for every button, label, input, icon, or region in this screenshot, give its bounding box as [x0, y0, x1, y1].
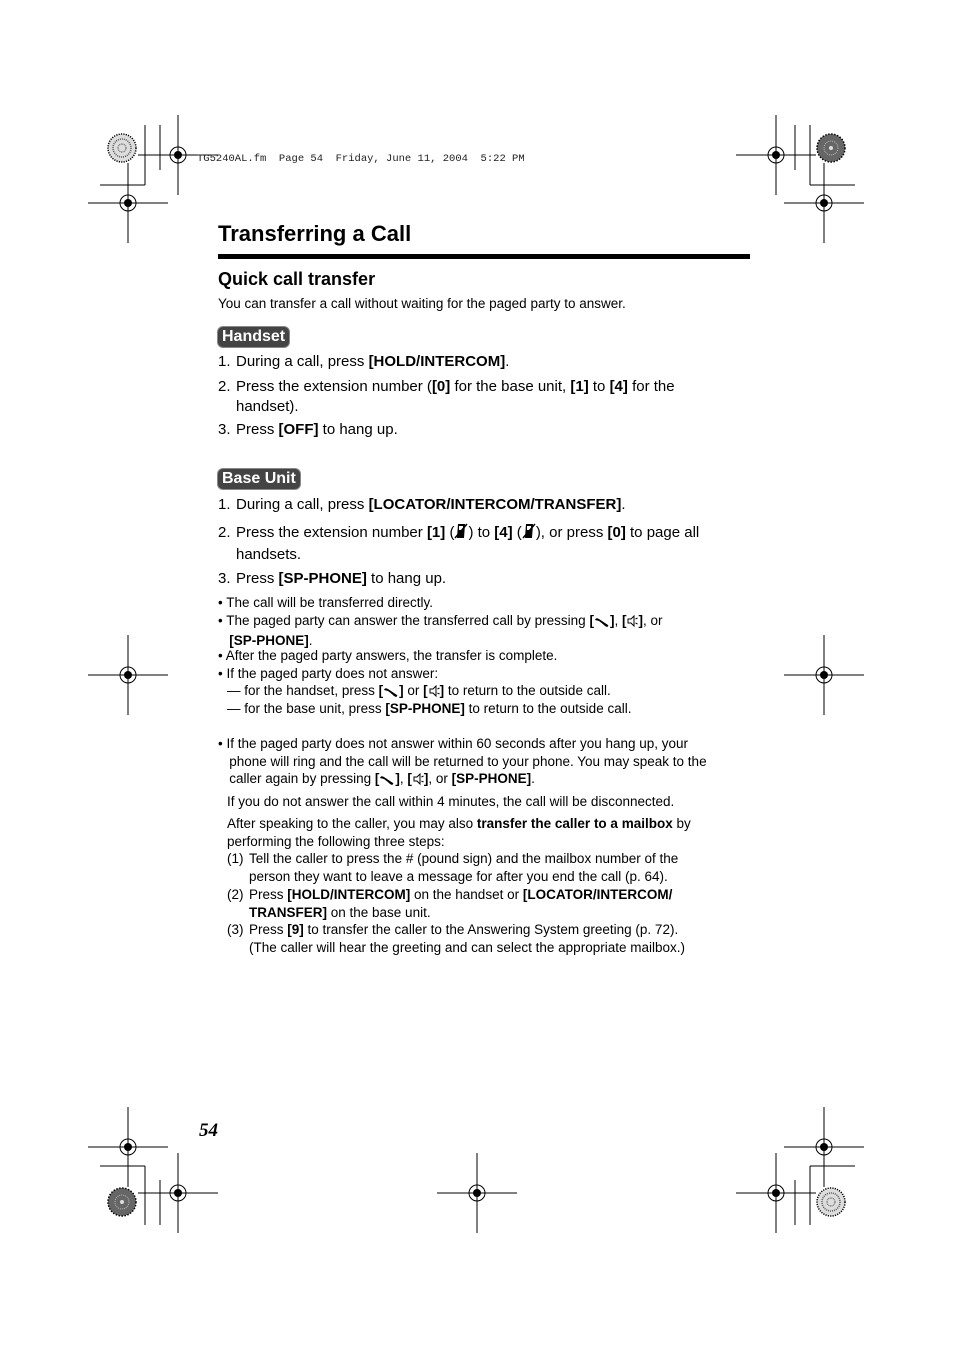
- base-step-2: 2. Press the extension number [1] ( ) to [4] ( ), or press [0] to page all handsets.: [218, 524, 700, 563]
- handset-step-1: 1. During a call, press [HOLD/INTERCOM].: [218, 353, 510, 370]
- section-title: Quick call transfer: [218, 269, 376, 289]
- handset-phone-icon: [522, 523, 536, 545]
- note-item: • The call will be transferred directly.: [218, 595, 434, 610]
- base-unit-tag: Base Unit: [218, 469, 300, 489]
- note-item: • After the paged party answers, the transfer is complete.: [218, 648, 558, 663]
- handset-step-2: 2. Press the extension number ([0] for the base unit, [1] to [4] for the handset).: [218, 378, 675, 415]
- handset-phone-icon: [454, 523, 468, 545]
- speakerphone-icon: [428, 684, 440, 702]
- note-item: • If the paged party does not answer:: [218, 666, 439, 681]
- title-rule: [218, 254, 750, 259]
- paragraph: If you do not answer the call within 4 minutes, the call will be disconnected.: [227, 794, 675, 809]
- talk-icon: [383, 684, 399, 702]
- handset-step-3: 3. Press [OFF] to hang up.: [218, 421, 398, 438]
- speakerphone-icon: [412, 772, 424, 790]
- note-subitem: — for the base unit, press [SP-PHONE] to return to the outside call.: [227, 701, 632, 716]
- paragraph: After speaking to the caller, you may also transfer the caller to a mailbox by performing the following three steps:: [227, 816, 691, 849]
- handset-tag: Handset: [218, 327, 289, 347]
- talk-icon: [594, 614, 610, 632]
- intro-text: You can transfer a call without waiting for the paged party to answer.: [218, 296, 626, 311]
- talk-icon: [379, 772, 395, 790]
- mailbox-step-1: (1) Tell the caller to press the # (pound sign) and the mailbox number of the person they want to leave a message for after you end the call (p. 64).: [227, 851, 679, 884]
- base-step-1: 1. During a call, press [LOCATOR/INTERCOM/TRANSFER].: [218, 496, 626, 513]
- page-number: 54: [199, 1120, 218, 1141]
- speakerphone-icon: [626, 614, 638, 632]
- mailbox-step-3: (3) Press [9] to transfer the caller to the Answering System greeting (p. 72). (The caller will hear the greeting and can select the appropriate mailbox.): [227, 922, 685, 955]
- note-subitem: — for the handset, press [ ] or [ ] to return to the outside call.: [227, 682, 611, 702]
- file-info-header: TG5240AL.fm Page 54 Friday, June 11, 2004 5:22 PM: [197, 153, 525, 165]
- note-item: • The paged party can answer the transferred call by pressing [ ], [ ], or [SP-PHONE].: [218, 613, 663, 648]
- page-title: Transferring a Call: [218, 221, 412, 246]
- mailbox-step-2: (2) Press [HOLD/INTERCOM] on the handset or [LOCATOR/INTERCOM/ TRANSFER] on the base unit.: [227, 887, 673, 920]
- base-step-3: 3. Press [SP-PHONE] to hang up.: [218, 570, 447, 587]
- note-item: • If the paged party does not answer within 60 seconds after you hang up, your phone will ring and the call will be returned to your phone. You may speak to the caller again by pressing [ ], [ ], or [SP-PHONE].: [218, 735, 707, 790]
